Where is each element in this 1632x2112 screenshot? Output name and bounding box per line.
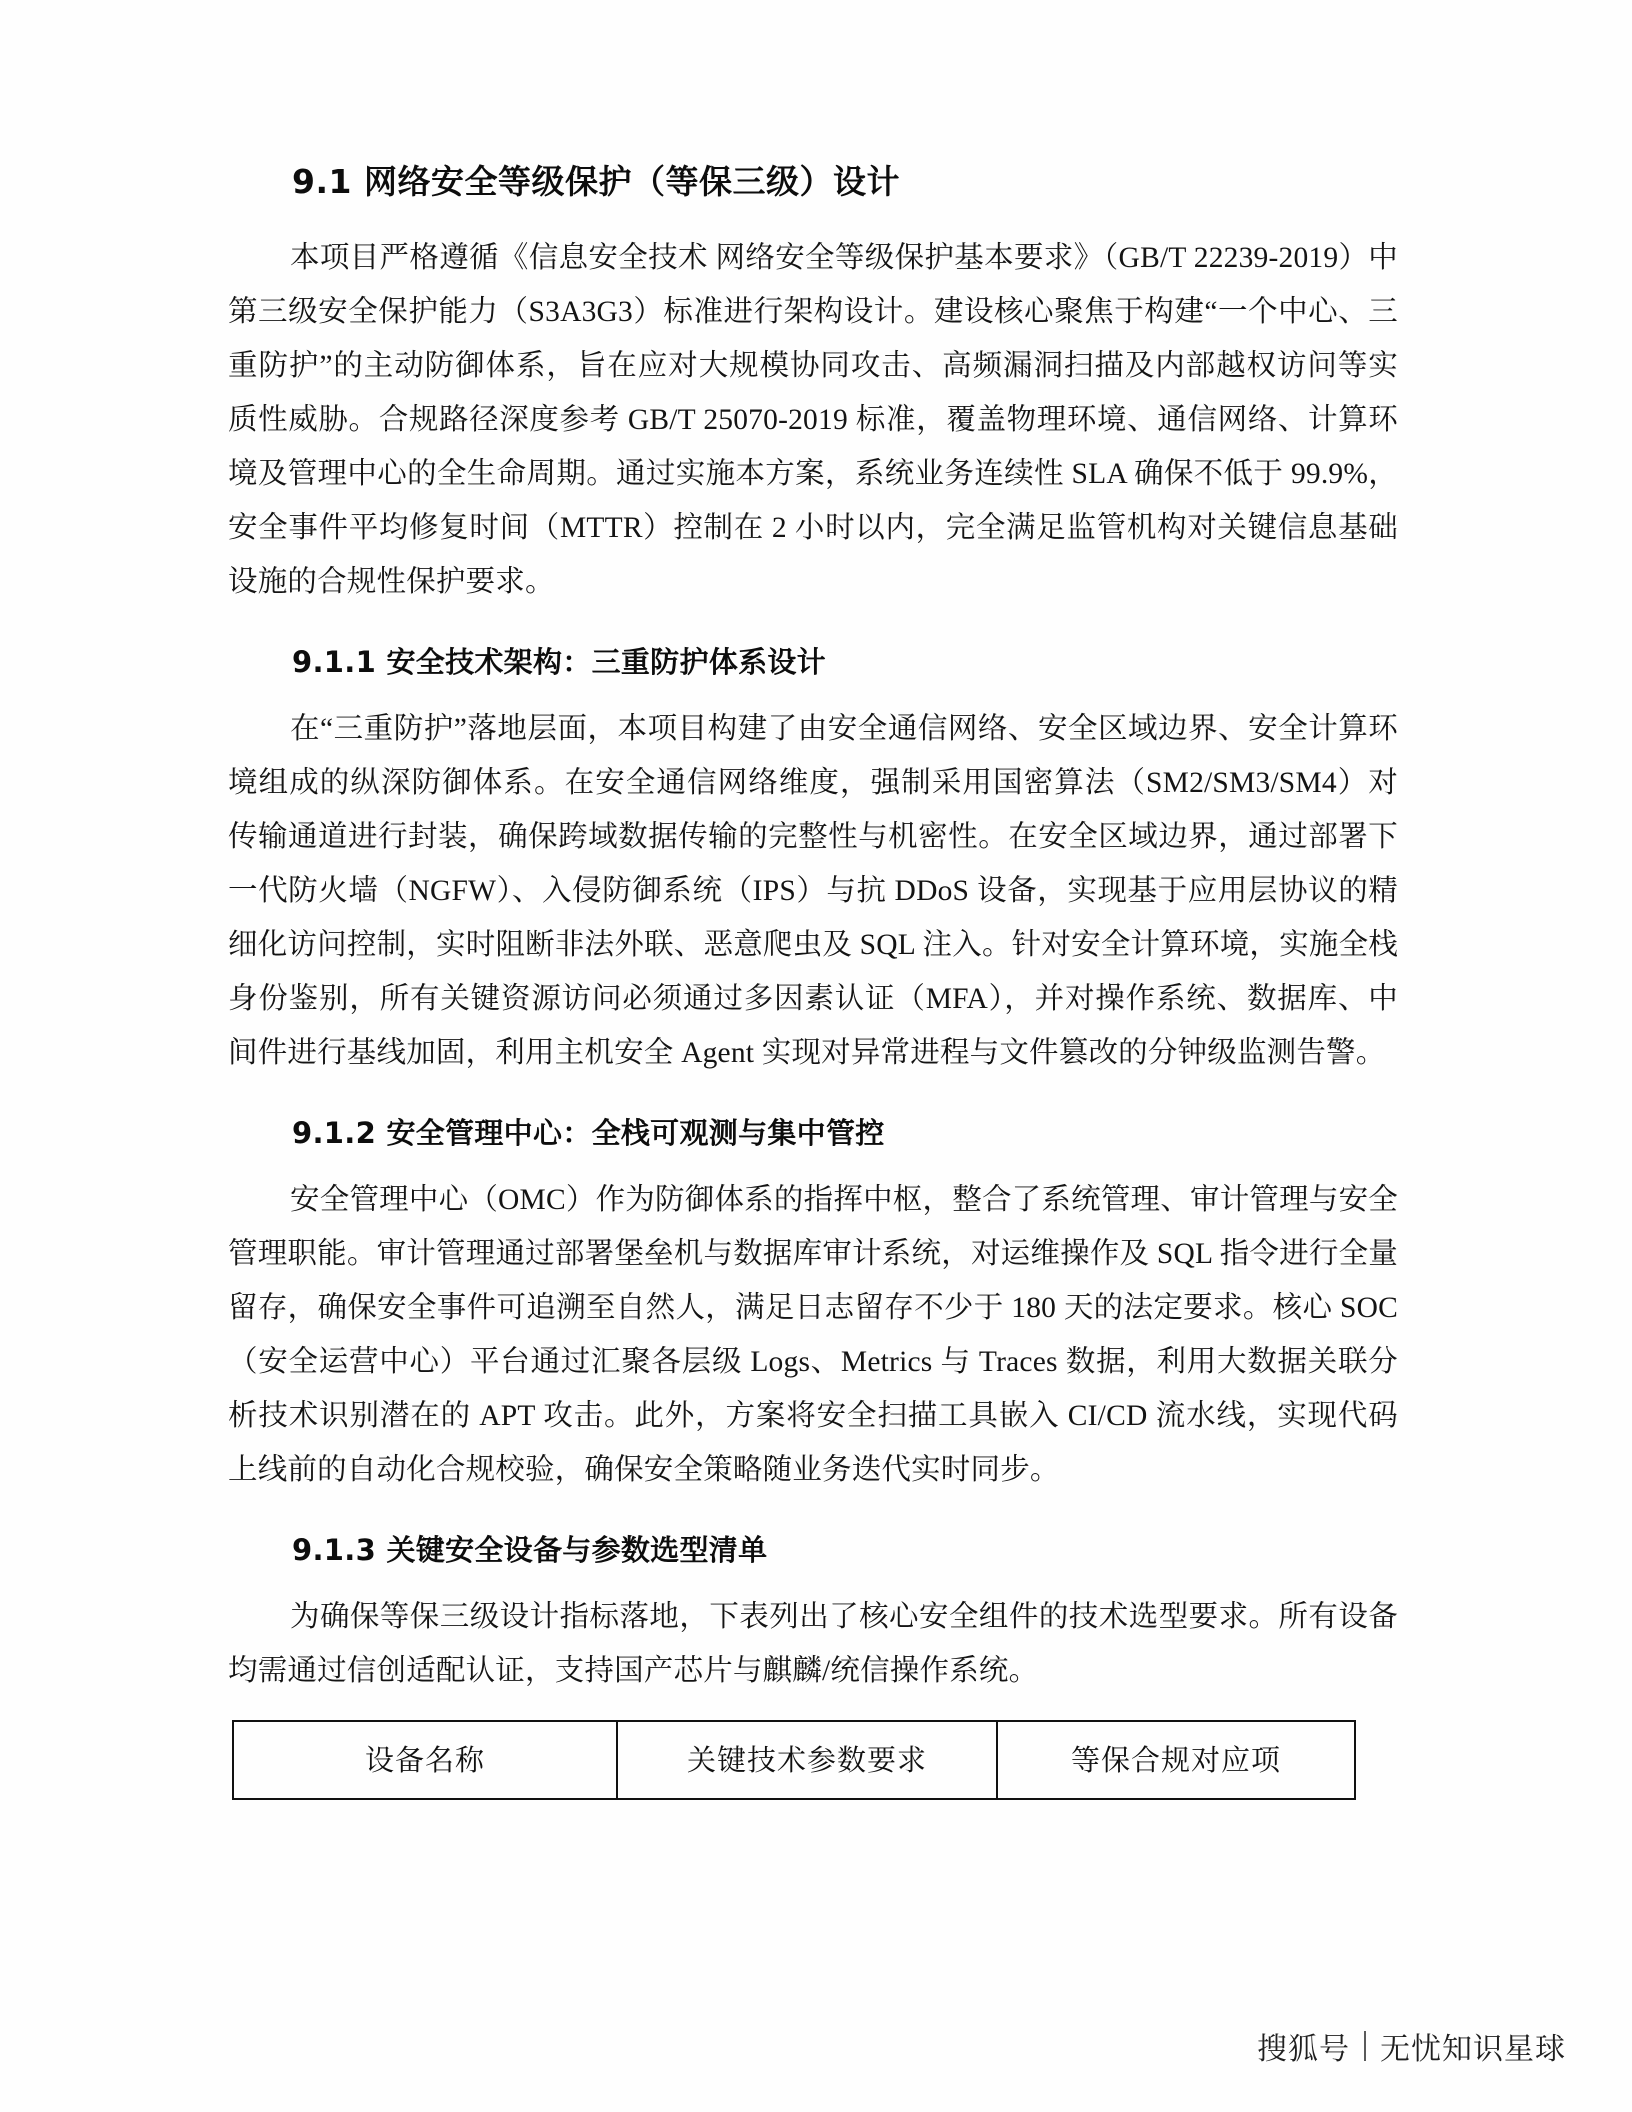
table-header-device-name: 设备名称 (233, 1721, 617, 1799)
subsection-paragraph-9-1-1: 在“三重防护”落地层面，本项目构建了由安全通信网络、安全区域边界、安全计算环境组成的纵深防御体系。在安全通信网络维度，强制采用国密算法（SM2/SM3/SM4）对传输通道进行封装，确保跨域数据传输的完整性与机密性。在安全区域边界，通过部署下一代防火墙（NGFW）、入侵防御系统（IPS）与抗 DDoS 设备，实现基于应用层协议的精细化访问控制，实时阻断非法外联、恶意爬虫及 SQL 注入。针对安全计算环境，实施全栈身份鉴别，所有关键资源访问必须通过多因素认证（MFA），并对操作系统、数据库、中间件进行基线加固，利用主机安全 Agent 实现对异常进程与文件篡改的分钟级监测告警。 (228, 712, 1398, 1069)
subsection-heading-9-1-2: 9.1.2 安全管理中心：全栈可观测与集中管控 (292, 1115, 885, 1150)
security-device-spec-table (232, 1720, 1356, 1800)
table-header-row (233, 1721, 1355, 1799)
section-intro-paragraph: 本项目严格遵循《信息安全技术 网络安全等级保护基本要求》（GB/T 22239-2019）中第三级安全保护能力（S3A3G3）标准进行架构设计。建设核心聚焦于构建“一个中心、三重防护”的主动防御体系，旨在应对大规模协同攻击、高频漏洞扫描及内部越权访问等实质性威胁。合规路径深度参考 GB/T 25070-2019 标准，覆盖物理环境、通信网络、计算环境及管理中心的全生命周期。通过实施本方案，系统业务连续性 SLA 确保不低于 99.9%，安全事件平均修复时间（MTTR）控制在 2 小时以内，完全满足监管机构对关键信息基础设施的合规性保护要求。 (228, 241, 1398, 598)
table-header-compliance-item: 等保合规对应项 (997, 1721, 1355, 1799)
table-header-key-parameters: 关键技术参数要求 (617, 1721, 997, 1799)
watermark-account-name: 无忧知识星球 (1380, 2032, 1566, 2067)
watermark-brand: 搜狐号 (1257, 2032, 1350, 2067)
section-heading-9-1: 9.1 网络安全等级保护（等保三级）设计 (292, 162, 900, 201)
subsection-heading-9-1-1: 9.1.1 安全技术架构：三重防护体系设计 (292, 644, 826, 679)
subsection-paragraph-9-1-2: 安全管理中心（OMC）作为防御体系的指挥中枢，整合了系统管理、审计管理与安全管理职能。审计管理通过部署堡垒机与数据库审计系统，对运维操作及 SQL 指令进行全量留存，确保安全事件可追溯至自然人，满足日志留存不少于 180 天的法定要求。核心 SOC（安全运营中心）平台通过汇聚各层级 Logs、Metrics 与 Traces 数据，利用大数据关联分析技术识别潜在的 APT 攻击。此外，方案将安全扫描工具嵌入 CI/CD 流水线，实现代码上线前的自动化合规校验，确保安全策略随业务迭代实时同步。 (228, 1183, 1398, 1486)
document-content (228, 160, 1398, 1800)
watermark (1257, 2024, 1566, 2068)
subsection-heading-9-1-3: 9.1.3 关键安全设备与参数选型清单 (292, 1532, 768, 1567)
subsection-paragraph-9-1-3: 为确保等保三级设计指标落地，下表列出了核心安全组件的技术选型要求。所有设备均需通过信创适配认证，支持国产芯片与麒麟/统信操作系统。 (228, 1600, 1398, 1687)
watermark-separator-icon (1364, 2031, 1366, 2061)
